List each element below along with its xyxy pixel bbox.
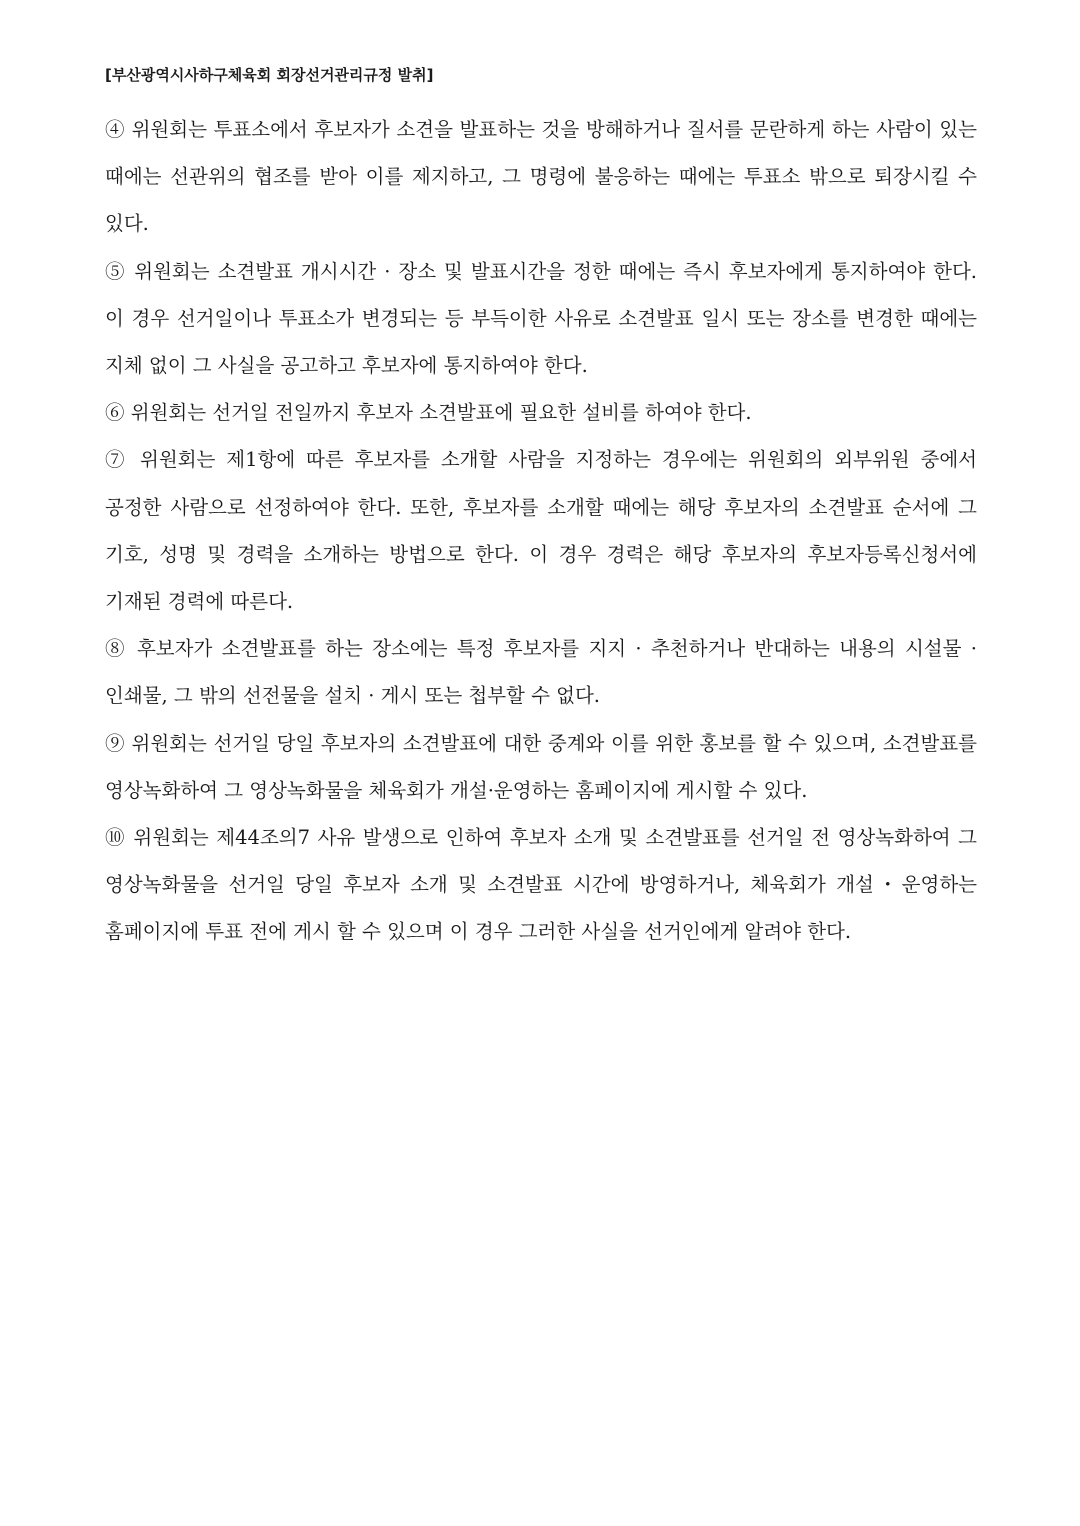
paragraph-7: ⑦ 위원회는 제1항에 따른 후보자를 소개할 사람을 지정하는 경우에는 위원회의 외부위원 중에서 공정한 사람으로 선정하여야 한다. 또한, 후보자를 소개할 때에는 해당 후보자의 소견발표 순서에 그 기호, 성명 및 경력을 소개하는 방법으로 한다. 이 경우 경력은 해당 후보자의 후보자등록신청서에 기재된 경력에 따른다. [105,448,977,614]
paragraph-8: ⑧ 후보자가 소견발표를 하는 장소에는 특정 후보자를 지지 · 추천하거나 반대하는 내용의 시설물 · 인쇄물, 그 밖의 선전물을 설치 · 게시 또는 첩부할 수 없다. [105,637,977,708]
paragraph-10: ⑩ 위원회는 제44조의7 사유 발생으로 인하여 후보자 소개 및 소견발표를 선거일 전 영상녹화하여 그 영상녹화물을 선거일 당일 후보자 소개 및 소견발표 시간에 방영하거나, 체육회가 개설・운영하는 홈페이지에 투표 전에 게시 할 수 있으며 이 경우 그러한 사실을 선거인에게 알려야 한다. [105,826,977,944]
document-header: [부산광역시사하구체육회 회장선거관리규정 발취] [105,66,434,84]
paragraph-4: ④ 위원회는 투표소에서 후보자가 소견을 발표하는 것을 방해하거나 질서를 문란하게 하는 사람이 있는 때에는 선관위의 협조를 받아 이를 제지하고, 그 명령에 불응하는 때에는 투표소 밖으로 퇴장시킬 수 있다. [105,118,977,236]
document-body [105,106,977,956]
paragraph-6: ⑥ 위원회는 선거일 전일까지 후보자 소견발표에 필요한 설비를 하여야 한다. [105,401,752,425]
paragraph-9: ⑨ 위원회는 선거일 당일 후보자의 소견발표에 대한 중계와 이를 위한 홍보를 할 수 있으며, 소견발표를 영상녹화하여 그 영상녹화물을 체육회가 개설·운영하는 홈페이지에 게시할 수 있다. [105,731,977,802]
paragraph-5: ⑤ 위원회는 소견발표 개시시간 · 장소 및 발표시간을 정한 때에는 즉시 후보자에게 통지하여야 한다. 이 경우 선거일이나 투표소가 변경되는 등 부득이한 사유로 소견발표 일시 또는 장소를 변경한 때에는 지체 없이 그 사실을 공고하고 후보자에 통지하여야 한다. [105,259,977,378]
